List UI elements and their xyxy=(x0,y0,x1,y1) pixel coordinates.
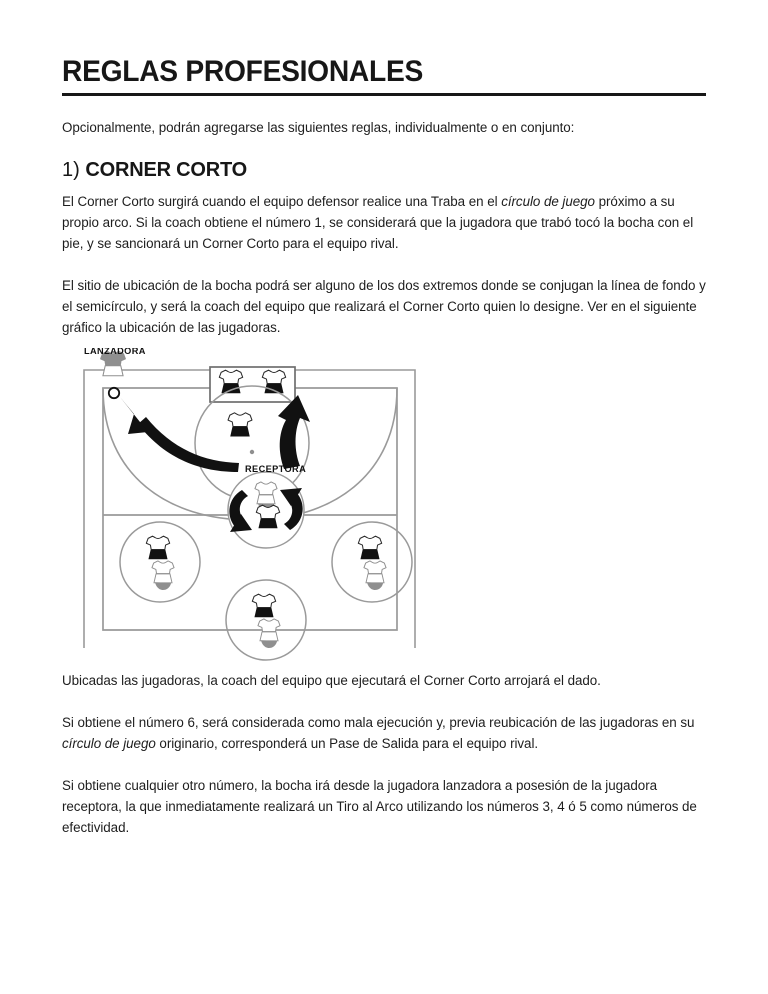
paragraph-other-numbers: Si obtiene cualquier otro número, la bocha irá desde la jugadora lanzadora a posesión de la jugadora receptora, la que inmediatamente realizará un Tiro al Arco utilizando los números 3, 4 ó 5 como números de efectividad. xyxy=(62,777,697,835)
spacer xyxy=(62,338,706,348)
paragraph-corner-definition xyxy=(62,191,706,254)
spacer xyxy=(62,254,706,275)
circle-centre-dot xyxy=(250,449,254,453)
spacer xyxy=(62,691,706,712)
paragraph-number-six xyxy=(62,712,706,754)
spacer xyxy=(62,754,706,775)
pass-arrow xyxy=(120,397,239,472)
bottom-circle-player-front xyxy=(252,594,275,617)
shooting-circle-player xyxy=(228,412,252,436)
spacer xyxy=(62,181,706,191)
receptora-label: RECEPTORA xyxy=(245,463,307,474)
right-circle-player-front xyxy=(358,536,381,559)
left-circle-player-shadow xyxy=(152,560,174,589)
section-title: CORNER CORTO xyxy=(85,158,248,181)
paragraph-ball-placement: El sitio de ubicación de la bocha podrá ser alguno de los dos extremos donde se conjugan la línea de fondo y el semicírculo, y será la coach del equipo que realizará el Corner Corto quien lo designe. Ver en el siguiente gráfico la ubicación de las jugadoras. xyxy=(62,277,706,335)
text-fragment: Si obtiene el número 6, será considerada como mala ejecución y, previa reubicación de las jugadoras en su xyxy=(62,714,695,730)
spacer xyxy=(62,138,706,159)
section-heading xyxy=(62,159,706,181)
lanzadora-label: LANZADORA xyxy=(84,347,146,356)
page-title: REGLAS PROFESIONALES xyxy=(62,55,424,88)
section-number: 1) xyxy=(62,158,80,181)
emphasis-circulo-de-juego: círculo de juego xyxy=(501,193,595,209)
left-circle-player-front xyxy=(146,536,169,559)
spacer xyxy=(62,96,706,117)
text-fragment: El Corner Corto surgirá cuando el equipo defensor realice una Traba en el xyxy=(62,193,502,209)
shot-arrow xyxy=(278,395,310,469)
bottom-circle-player-shadow xyxy=(258,618,280,647)
text-fragment: originario, corresponderá un Pase de Salida para el equipo rival. xyxy=(155,735,539,751)
corner-corto-diagram xyxy=(62,348,706,670)
emphasis-circulo-de-juego-2: círculo de juego xyxy=(62,735,156,751)
ball-icon xyxy=(109,387,119,397)
intro-paragraph: Opcionalmente, podrán agregarse las siguientes reglas, individualmente o en conjunto: xyxy=(62,119,575,135)
paragraph-dice-throw: Ubicadas las jugadoras, la coach del equipo que ejecutará el Corner Corto arrojará el dado. xyxy=(62,672,601,688)
text-fragment: próximo a su propio arco. Si la coach obtiene el número 1, se considerará que la jugadora que trabó tocó la bocha con el pie, y se sancionará un Corner Corto para el equipo rival. xyxy=(62,193,694,251)
right-circle-player-shadow xyxy=(364,560,386,589)
